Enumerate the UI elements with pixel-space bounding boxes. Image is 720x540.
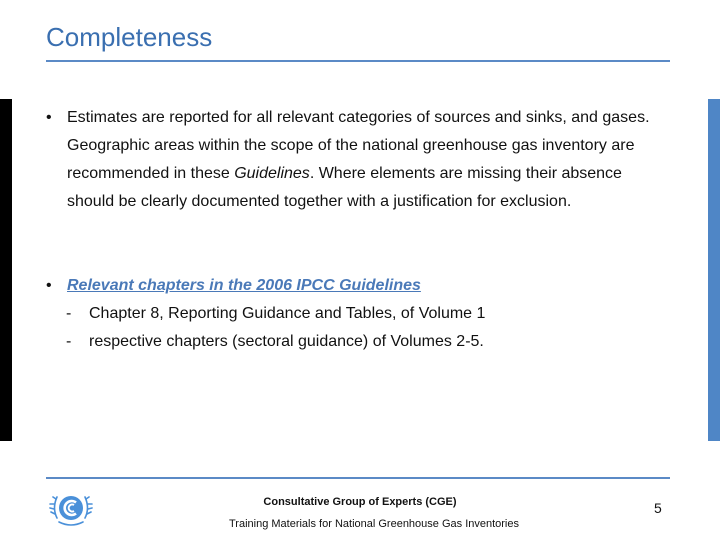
bullet-text-part-1: Estimates are reported for all relevant categories of sources and sinks, and gases. Geographic areas within the scope of the national greenhouse gas inventory are recommended in these: [67, 109, 650, 182]
sub-item-chapter-8: [66, 300, 485, 328]
bullet-text-part-2: . Where elements are missing their absence should be clearly documented together with a justification for exclusion.: [67, 165, 622, 210]
sub-item-text: Chapter 8, Reporting Guidance and Tables, of Volume 1: [89, 305, 486, 322]
footer-organization: Consultative Group of Experts (CGE): [263, 496, 457, 508]
title-underline: [46, 60, 670, 62]
sub-item-text: respective chapters (sectoral guidance) of Volumes 2-5.: [89, 333, 484, 350]
footer-training-materials: Training Materials for National Greenhouse Gas Inventories: [228, 518, 519, 530]
sub-item-sectoral-chapters: [66, 328, 484, 356]
footer-divider: [46, 477, 670, 479]
left-accent-bar: [0, 99, 12, 441]
slide-title: Completeness: [46, 22, 213, 52]
sub-item-dash: -: [66, 305, 72, 322]
bullet-completeness-definition: [46, 104, 666, 216]
sub-item-dash: -: [66, 333, 72, 350]
page-number: 5: [654, 500, 662, 516]
ipcc-guidelines-link[interactable]: Relevant chapters in the 2006 IPCC Guidelines: [67, 277, 421, 294]
guidelines-emphasis: Guidelines: [234, 165, 310, 182]
bullet-marker: •: [46, 109, 52, 126]
bullet-marker: •: [46, 277, 52, 294]
bullet-text: [67, 104, 666, 216]
right-accent-bar: [708, 99, 720, 441]
bullet-relevant-chapters: [46, 272, 666, 300]
